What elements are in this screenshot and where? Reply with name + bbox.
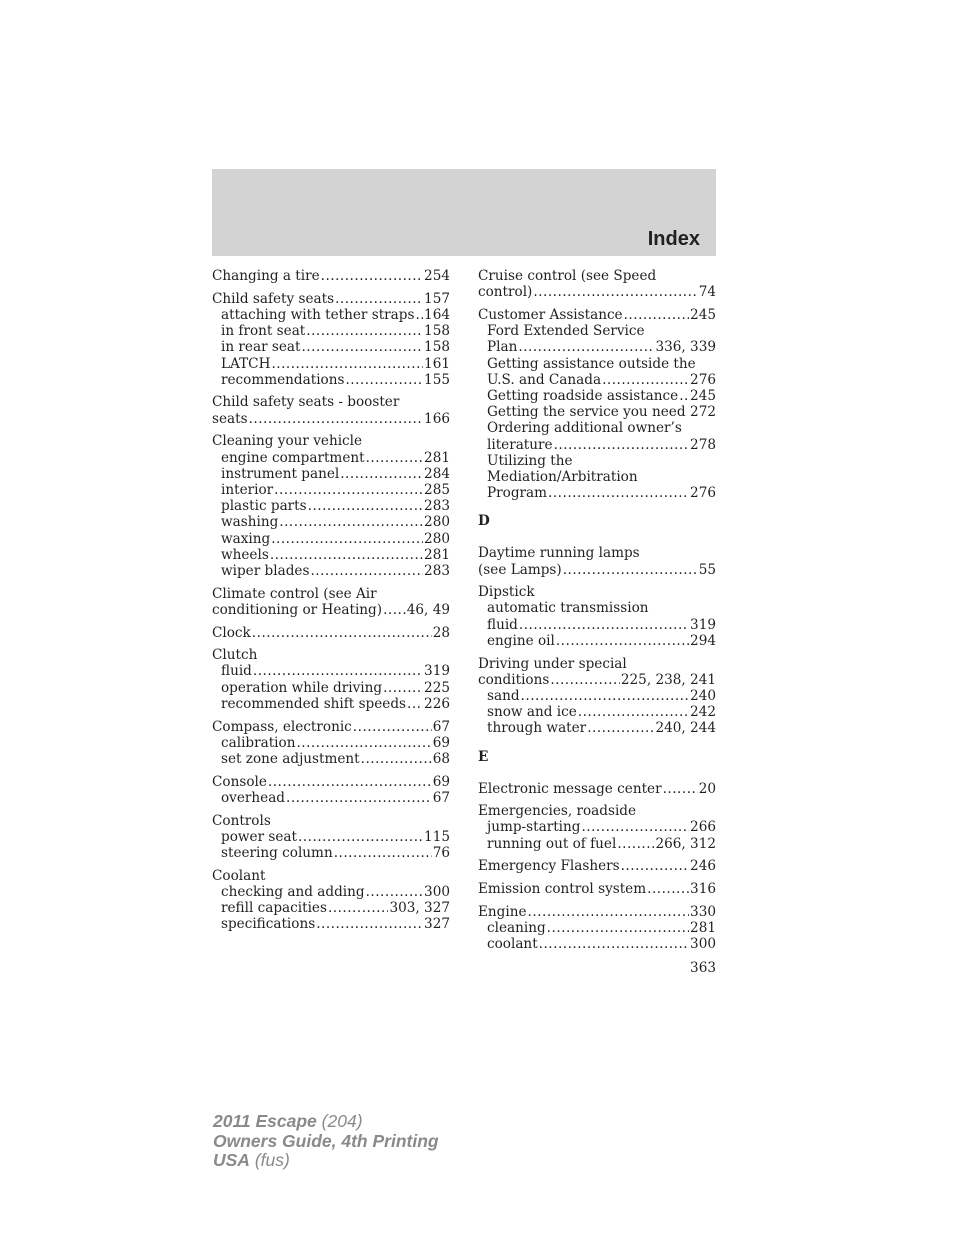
dot-leader [547, 920, 689, 936]
index-entry [478, 781, 716, 797]
entry-text: waxing [221, 530, 271, 547]
entry-text: refill capacities [221, 900, 327, 917]
page-reference: 283 [424, 498, 450, 515]
entry-text: conditioning or Heating) [212, 601, 383, 618]
entry-text: Cruise control (see Speed [478, 268, 657, 284]
entry-text: Child safety seats - booster [212, 394, 400, 411]
page-reference: 240, 244 [655, 720, 716, 737]
page-reference: 266 [690, 819, 716, 836]
index-subentry [212, 563, 450, 579]
page-reference: 55 [698, 561, 716, 578]
page-reference: 245 [690, 306, 716, 323]
page-reference: 226 [424, 695, 450, 712]
dot-leader [533, 284, 697, 300]
dot-leader [521, 688, 690, 704]
entry-text: attaching with tether straps [221, 306, 415, 323]
page-reference: 20 [698, 780, 716, 797]
footer-market: USA [213, 1150, 250, 1170]
page-reference: 246 [690, 858, 716, 875]
index-subentry [478, 819, 716, 835]
page-title: Index [647, 228, 700, 250]
index-subentry [212, 735, 450, 751]
page-reference: 336, 339 [655, 339, 716, 356]
index-heading [212, 411, 450, 427]
page-reference: 280 [424, 530, 450, 547]
entry-text: calibration [221, 734, 296, 751]
entry-text: Utilizing the [487, 452, 573, 469]
index-subentry [478, 600, 716, 616]
entry-text: sand [487, 687, 520, 704]
footer [213, 1112, 439, 1171]
index-subentry [478, 704, 716, 720]
page-reference: 240 [690, 687, 716, 704]
footer-market-code: (fus) [254, 1150, 290, 1170]
entry-text: Emergencies, roadside [478, 803, 637, 820]
page-reference: 69 [432, 734, 450, 751]
entry-text: (see Lamps) [478, 561, 562, 578]
index-entry [212, 868, 450, 933]
index-heading [478, 562, 716, 578]
entry-text: Program [487, 485, 548, 502]
entry-text: fluid [221, 663, 252, 680]
page-reference: 303, 327 [389, 900, 450, 917]
page-reference: 319 [424, 663, 450, 680]
dot-leader [383, 680, 423, 696]
dot-leader [253, 663, 423, 679]
index-subentry [212, 531, 450, 547]
index-subentry [212, 307, 450, 323]
index-heading [478, 672, 716, 688]
footer-model-code: (204) [321, 1111, 363, 1131]
page-reference: 115 [424, 828, 450, 845]
dot-leader [310, 563, 423, 579]
dot-leader [366, 450, 423, 466]
index-subentry [212, 790, 450, 806]
index-heading [212, 433, 450, 449]
index-subentry [212, 339, 450, 355]
page-reference: 28 [432, 624, 450, 641]
index-heading [478, 781, 716, 797]
page-reference: 245 [690, 387, 716, 404]
page-reference: 285 [424, 481, 450, 498]
entry-text: instrument panel [221, 465, 340, 482]
dot-leader [335, 291, 423, 307]
page-reference: 266, 312 [655, 835, 716, 852]
page-reference: 225 [424, 679, 450, 696]
dot-leader [268, 774, 432, 790]
entry-text: wheels [221, 546, 269, 563]
index-entry [478, 545, 716, 577]
page-number: 363 [690, 960, 716, 976]
index-entry [212, 625, 450, 641]
entry-text: in rear seat [221, 339, 301, 356]
index-heading [478, 858, 716, 874]
entry-text: engine compartment [221, 449, 365, 466]
dot-leader [366, 884, 423, 900]
page-reference: 284 [424, 465, 450, 482]
index-subentry [478, 453, 716, 469]
index-heading [478, 904, 716, 920]
entry-text: in front seat [221, 323, 306, 340]
entry-text: recommended shift speeds [221, 695, 407, 712]
index-subentry [212, 916, 450, 932]
header-band [212, 169, 716, 256]
footer-line-3 [213, 1151, 439, 1171]
entry-text: Emission control system [478, 881, 647, 898]
index-subentry [478, 339, 716, 355]
page-reference: 280 [424, 514, 450, 531]
index-entry [212, 268, 450, 284]
entry-text: steering column [221, 845, 333, 861]
dot-leader [298, 829, 423, 845]
dot-leader [328, 900, 389, 916]
dot-leader [548, 485, 689, 501]
index-heading [478, 881, 716, 897]
dot-leader [279, 514, 423, 530]
page-reference: 166 [424, 410, 450, 427]
dot-leader [334, 845, 432, 861]
index-subentry [212, 751, 450, 767]
entry-text: overhead [221, 789, 286, 806]
index-subentry [478, 388, 716, 404]
entry-text: Clutch [212, 647, 258, 664]
page-reference: 319 [690, 616, 716, 633]
entry-text: Compass, electronic [212, 718, 352, 735]
dot-leader [679, 388, 689, 404]
entry-text: operation while driving [221, 679, 383, 696]
page-reference: 157 [424, 290, 450, 307]
entry-text: Ford Extended Service [487, 323, 645, 340]
dot-leader [539, 936, 689, 952]
entry-text: washing [221, 514, 279, 531]
index-subentry [212, 884, 450, 900]
index-entry [478, 858, 716, 874]
index-subentry [212, 663, 450, 679]
entry-text: power seat [221, 828, 297, 845]
index-entry [212, 291, 450, 388]
dot-leader [270, 547, 423, 563]
page-reference: 68 [432, 750, 450, 767]
page-reference: 294 [690, 632, 716, 649]
page-reference: 158 [424, 323, 450, 340]
dot-leader [519, 617, 689, 633]
entry-text: jump-starting [487, 819, 581, 836]
entry-text: Daytime running lamps [478, 545, 640, 562]
page-reference: 281 [424, 449, 450, 466]
dot-leader [528, 904, 690, 920]
dot-leader [249, 411, 423, 427]
dot-leader [296, 735, 431, 751]
dot-leader [602, 372, 689, 388]
entry-text: Electronic message center [478, 780, 662, 797]
dot-leader [274, 482, 423, 498]
entry-text: Dipstick [478, 584, 535, 601]
page-reference: 300 [690, 936, 716, 953]
entry-text: Getting roadside assistance [487, 387, 679, 404]
dot-leader [252, 625, 432, 641]
page-reference: 281 [424, 546, 450, 563]
entry-text: LATCH [221, 355, 271, 372]
entry-text: Changing a tire [212, 268, 320, 284]
entry-text: recommendations [221, 371, 345, 388]
entry-text: seats [212, 410, 248, 427]
entry-text: through water [487, 720, 587, 737]
dot-leader [647, 881, 689, 897]
page-reference: 327 [424, 916, 450, 933]
entry-text: snow and ice [487, 704, 577, 721]
dot-leader [383, 602, 406, 618]
index-heading [212, 647, 450, 663]
page-reference: 158 [424, 339, 450, 356]
footer-guide: Owners Guide, 4th Printing [213, 1130, 439, 1151]
index-subentry [478, 720, 716, 736]
page-reference: 254 [424, 268, 450, 284]
index-heading [212, 813, 450, 829]
index-heading [212, 291, 450, 307]
index-heading [478, 803, 716, 819]
index-subentry [478, 356, 716, 372]
entry-text: Climate control (see Air [212, 585, 377, 602]
index-subentry [212, 845, 450, 861]
index-subentry [212, 323, 450, 339]
entry-text: Child safety seats [212, 290, 335, 307]
index-subentry [212, 498, 450, 514]
entry-text: Cleaning your vehicle [212, 433, 363, 450]
index-subentry [212, 696, 450, 712]
dot-leader [286, 790, 432, 806]
index-subentry [478, 633, 716, 649]
index-entry [212, 433, 450, 579]
dot-leader [316, 916, 423, 932]
index-heading [212, 268, 450, 284]
dot-leader [550, 672, 620, 688]
entry-text: checking and adding [221, 883, 365, 900]
index-subentry [212, 482, 450, 498]
page-reference: 76 [432, 845, 450, 861]
index-heading [212, 774, 450, 790]
index-subentry [478, 936, 716, 952]
footer-line-1 [213, 1112, 439, 1132]
dot-leader [407, 696, 423, 712]
index-entry [478, 584, 716, 649]
dot-leader [340, 466, 423, 482]
index-subentry [212, 900, 450, 916]
page-reference: 242 [690, 704, 716, 721]
entry-text: Ordering additional owner’s [487, 420, 682, 437]
dot-leader [587, 720, 654, 736]
section-letter: D [478, 513, 490, 530]
index-heading [478, 656, 716, 672]
dot-leader [361, 751, 432, 767]
index-column-left [212, 268, 450, 939]
index-column-right [478, 268, 716, 959]
index-subentry [478, 404, 716, 420]
index-subentry [478, 420, 716, 436]
index-entry [212, 719, 450, 768]
index-subentry [478, 469, 716, 485]
index-entry [478, 881, 716, 897]
entry-text: literature [487, 436, 553, 453]
dot-leader [518, 339, 654, 355]
index-subentry [478, 372, 716, 388]
dot-leader [578, 704, 689, 720]
entry-text: plastic parts [221, 498, 307, 515]
entry-text: automatic transmission [487, 600, 649, 617]
entry-text: specifications [221, 916, 316, 933]
dot-leader [321, 268, 423, 284]
index-subentry [212, 356, 450, 372]
index-subentry [478, 437, 716, 453]
dot-leader [663, 781, 698, 797]
index-heading [478, 307, 716, 323]
page-reference: 67 [432, 789, 450, 806]
entry-text: cleaning [487, 920, 546, 936]
entry-text: control) [478, 284, 533, 301]
index-subentry [478, 323, 716, 339]
page-reference: 276 [690, 485, 716, 502]
entry-text: interior [221, 481, 274, 498]
index-subentry [212, 450, 450, 466]
page-reference: 46, 49 [406, 601, 450, 618]
page-reference: 225, 238, 241 [620, 671, 716, 688]
entry-text: engine oil [487, 632, 555, 649]
index-heading [478, 545, 716, 561]
index-subentry [478, 617, 716, 633]
index-entry [212, 647, 450, 712]
dot-leader [624, 307, 689, 323]
index-heading [212, 719, 450, 735]
page-reference: 161 [424, 355, 450, 372]
section-letter: E [478, 748, 489, 765]
entry-text: Getting assistance outside the [487, 355, 696, 372]
index-subentry [478, 485, 716, 501]
index-entry [478, 656, 716, 737]
index-subentry [478, 920, 716, 936]
index-entry [478, 268, 716, 300]
entry-text: Driving under special [478, 655, 627, 672]
dot-leader [617, 836, 654, 852]
index-heading [212, 625, 450, 641]
dot-leader [353, 719, 432, 735]
entry-text: running out of fuel [487, 835, 617, 852]
page-reference: 316 [690, 881, 716, 898]
index-subentry [212, 547, 450, 563]
entry-text: wiper blades [221, 562, 310, 579]
dot-leader [581, 819, 689, 835]
index-subentry [212, 372, 450, 388]
footer-line-2 [213, 1132, 439, 1152]
index-heading [478, 268, 716, 284]
dot-leader [271, 531, 423, 547]
dot-leader [563, 562, 698, 578]
index-entry [212, 394, 450, 426]
entry-text: coolant [487, 936, 538, 953]
page-reference: 74 [698, 284, 716, 301]
entry-text: Emergency Flashers [478, 858, 620, 875]
index-subentry [212, 514, 450, 530]
entry-text: Console [212, 773, 267, 790]
entry-text: Controls [212, 812, 271, 829]
index-entry [478, 307, 716, 501]
page-reference: 272 [690, 404, 716, 421]
index-entry [212, 813, 450, 862]
index-subentry [478, 688, 716, 704]
entry-text: Customer Assistance [478, 306, 623, 323]
entry-text: Plan [487, 339, 518, 356]
index-heading [212, 868, 450, 884]
index-subentry [212, 466, 450, 482]
dot-leader [306, 323, 423, 339]
index-entry [478, 803, 716, 852]
index-heading [478, 284, 716, 300]
dot-leader [271, 356, 423, 372]
page-reference: 276 [690, 371, 716, 388]
dot-leader [345, 372, 423, 388]
entry-text: set zone adjustment [221, 750, 360, 767]
page-reference: 300 [424, 883, 450, 900]
dot-leader [308, 498, 423, 514]
index-entry [212, 586, 450, 618]
index-subentry [212, 680, 450, 696]
entry-text: conditions [478, 671, 550, 688]
page-reference: 69 [432, 773, 450, 790]
index-heading [478, 584, 716, 600]
entry-text: Coolant [212, 867, 266, 884]
index-heading [212, 586, 450, 602]
page-reference: 283 [424, 562, 450, 579]
dot-leader [621, 858, 689, 874]
index-subentry [478, 836, 716, 852]
entry-text: Getting the service you need [487, 404, 686, 421]
entry-text: Clock [212, 624, 251, 641]
entry-text: U.S. and Canada [487, 371, 602, 388]
page-reference: 278 [690, 436, 716, 453]
entry-text: Engine [478, 903, 527, 920]
entry-text: fluid [487, 616, 518, 633]
dot-leader [301, 339, 423, 355]
page-reference: 67 [432, 718, 450, 735]
index-entry [212, 774, 450, 806]
footer-model: 2011 Escape [213, 1111, 317, 1131]
dot-leader [556, 633, 689, 649]
page-reference: 155 [424, 371, 450, 388]
page-reference: 330 [690, 903, 716, 920]
index-entry [478, 904, 716, 953]
index-heading [212, 394, 450, 410]
entry-text: Mediation/Arbitration [487, 468, 638, 485]
page-reference: 281 [690, 920, 716, 936]
dot-leader [554, 437, 689, 453]
dot-leader [415, 307, 423, 323]
index-heading [212, 602, 450, 618]
index-subentry [212, 829, 450, 845]
page-reference: 164 [424, 306, 450, 323]
